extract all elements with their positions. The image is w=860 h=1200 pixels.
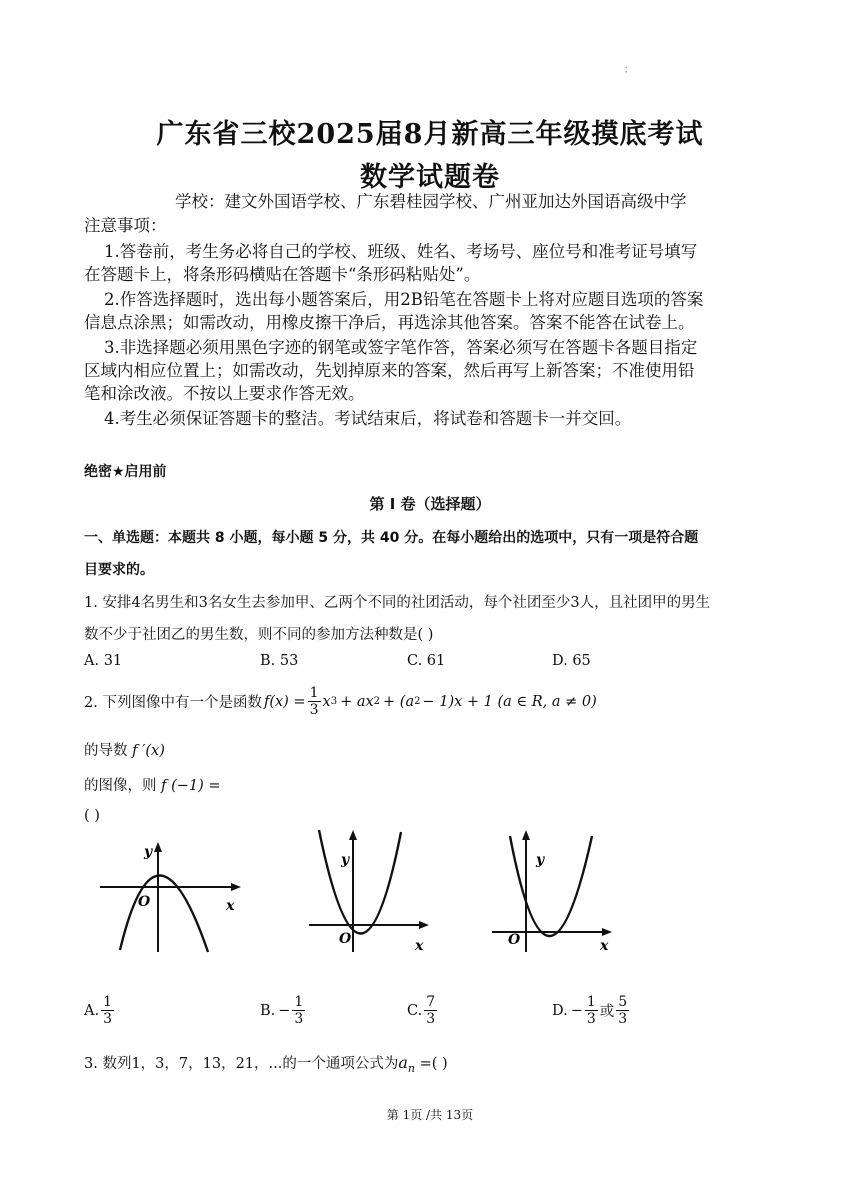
q2-ask-formula: f (−1) =	[161, 778, 221, 794]
notice-line-1: 1.答卷前，考生务必将自己的学校、班级、姓名、考场号、座位号和准考证号填写	[104, 242, 698, 261]
graph-2-y-arrow	[349, 830, 357, 840]
graph-1-y-arrow	[154, 842, 162, 852]
graph-3-y-label: y	[536, 852, 545, 868]
page-footer: 第 1页 /共 13页	[386, 1108, 474, 1122]
q2-option-c-num: 7	[426, 994, 436, 1010]
q2-option-c-den: 3	[426, 1011, 436, 1027]
q2-exp-2b: 2	[414, 696, 421, 707]
q2-option-c-label: C.	[407, 1002, 423, 1019]
graph-2-y-label: y	[341, 852, 350, 868]
q2-option-b-num: 1	[294, 994, 304, 1010]
q2-option-a-num: 1	[103, 994, 113, 1010]
graph-2-curve	[319, 830, 401, 934]
q3-line	[84, 1052, 448, 1075]
q2-option-d-den-2: 3	[618, 1011, 628, 1027]
notice-line-3: 2.作答选择题时，选出每小题答案后，用2B铅笔在答题卡上将对应题目选项的答案	[104, 290, 704, 309]
notice-line-2: 在答题卡上，将条形码横贴在答题卡“条形码粘贴处”。	[84, 265, 481, 284]
q2-option-d-den-1: 3	[586, 1011, 596, 1027]
graph-3-x-arrow	[602, 928, 612, 936]
schools-line: 学校：建文外国语学校、广东碧桂园学校、广州亚加达外国语高级中学	[175, 192, 687, 211]
q2-option-d-fraction-1	[585, 994, 598, 1027]
q2-line1	[84, 685, 597, 718]
part1-instruction-line1: 一、单选题：本题共 8 小题，每小题 5 分，共 40 分。在每小题给出的选项中，只有一项是符合题	[84, 530, 699, 546]
graph-3-y-arrow	[522, 830, 530, 840]
q2-option-d-num-1: 1	[586, 994, 596, 1010]
q2-option-b-fraction	[292, 994, 305, 1027]
q2-graph-2	[305, 826, 435, 960]
q2-prefix: 2. 下列图像中有一个是函数	[84, 695, 262, 711]
q1-option-a: A. 31	[84, 653, 123, 669]
part1-instruction-line2: 目要求的。	[84, 562, 154, 578]
q2-option-d	[552, 994, 631, 1027]
q2-option-a	[84, 994, 116, 1027]
notice-title: 注意事项：	[84, 216, 167, 235]
graph-1-x-arrow	[231, 883, 241, 891]
graph-2-origin-label: O	[339, 931, 352, 947]
notice-line-4: 信息点涂黑；如需改动，用橡皮擦干净后，再选涂其他答案。答案不能答在试卷上。	[84, 313, 695, 332]
section-title: 第 I 卷（选择题）	[369, 495, 491, 513]
q2-exp-3: 3	[330, 696, 338, 707]
graph-1-x-label: x	[226, 898, 235, 914]
q2-graph-1-svg	[98, 840, 243, 955]
q2-fraction	[308, 685, 321, 718]
q2-ask-prefix: 的图像，则	[84, 778, 157, 794]
graph-3-x-label: x	[600, 938, 609, 954]
q3-subscript: n	[407, 1061, 415, 1075]
q2-option-a-label: A.	[84, 1002, 100, 1019]
q2-frac-num: 1	[309, 685, 319, 701]
q1-line2: 数不少于社团乙的男生数，则不同的参加方法种数是( )	[84, 627, 434, 643]
q2-term-rest: − 1)x + 1 (a ∈ R, a ≠ 0)	[422, 693, 597, 710]
notice-line-5: 3.非选择题必须用黑色字迹的钢笔或签字笔作答，答案必须写在答题卡各题目指定	[104, 338, 698, 357]
q2-option-a-den: 3	[103, 1011, 113, 1027]
q1-line1: 1. 安排4名男生和3名女生去参加甲、乙两个不同的社团活动，每个社团至少3人，且社团甲的男生	[84, 595, 711, 611]
q3-formula: a	[398, 1053, 408, 1072]
notice-line-6: 区域内相应位置上；如需改动，先划掉原来的答案，然后再写上新答案；不准使用铅	[84, 361, 695, 380]
notice-line-7: 笔和涂改液。不按以上要求作答无效。	[84, 384, 365, 403]
q2-option-b-label: B.	[260, 1002, 276, 1019]
q3-tail: =( )	[415, 1056, 448, 1072]
q2-term-ax: + ax	[340, 693, 374, 710]
q2-graph-3-svg	[488, 826, 618, 956]
q2-option-d-fraction-2	[616, 994, 629, 1027]
q2-option-b-den: 3	[294, 1011, 304, 1027]
q2-line4: ( )	[84, 808, 100, 824]
q2-line2	[84, 739, 165, 760]
q1-option-c: C. 61	[407, 653, 446, 669]
graph-3-origin-label: O	[508, 932, 521, 948]
exam-title: 广东省三校2025届8月新高三年级摸底考试	[156, 119, 704, 150]
q1-option-d: D. 65	[552, 653, 591, 669]
q2-option-c	[407, 994, 439, 1027]
q2-frac-den: 3	[309, 702, 319, 718]
q2-option-a-fraction	[101, 994, 114, 1027]
q3-text: 3. 数列1，3，7，13，21，...的一个通项公式为	[84, 1056, 399, 1072]
q2-derivative-formula: f ′(x)	[132, 743, 165, 759]
graph-2-x-arrow	[419, 921, 429, 929]
header-mark: ；	[624, 65, 634, 75]
q2-derivative-prefix: 的导数	[84, 743, 128, 759]
q2-option-d-num-2: 5	[618, 994, 628, 1010]
q2-option-c-fraction	[424, 994, 437, 1027]
notice-line-8: 4.考生必须保证答题卡的整洁。考试结束后，将试卷和答题卡一并交回。	[104, 409, 632, 428]
q2-option-d-or: 或	[599, 1004, 615, 1020]
q2-line3	[84, 774, 221, 795]
q2-term-a: + (a	[383, 693, 415, 710]
graph-1-y-label: y	[144, 844, 153, 860]
q2-option-d-label: D.	[552, 1002, 568, 1019]
graph-3-curve	[510, 836, 592, 936]
q2-graph-1	[98, 840, 243, 959]
q1-option-b: B. 53	[260, 653, 299, 669]
q2-exp-2a: 2	[373, 696, 381, 707]
q2-term-x: x	[322, 693, 331, 710]
q2-option-d-sign: −	[570, 1002, 583, 1019]
graph-2-x-label: x	[415, 938, 424, 954]
q2-graph-2-svg	[305, 826, 435, 956]
q2-graph-3	[488, 826, 618, 960]
q2-formula-f: f(x) =	[263, 693, 306, 710]
exam-subtitle: 数学试题卷	[360, 162, 500, 193]
secret-mark: 绝密★启用前	[84, 464, 167, 480]
q2-option-b-sign: −	[278, 1002, 291, 1019]
graph-1-origin-label: O	[138, 894, 151, 910]
q2-option-b	[260, 994, 307, 1027]
